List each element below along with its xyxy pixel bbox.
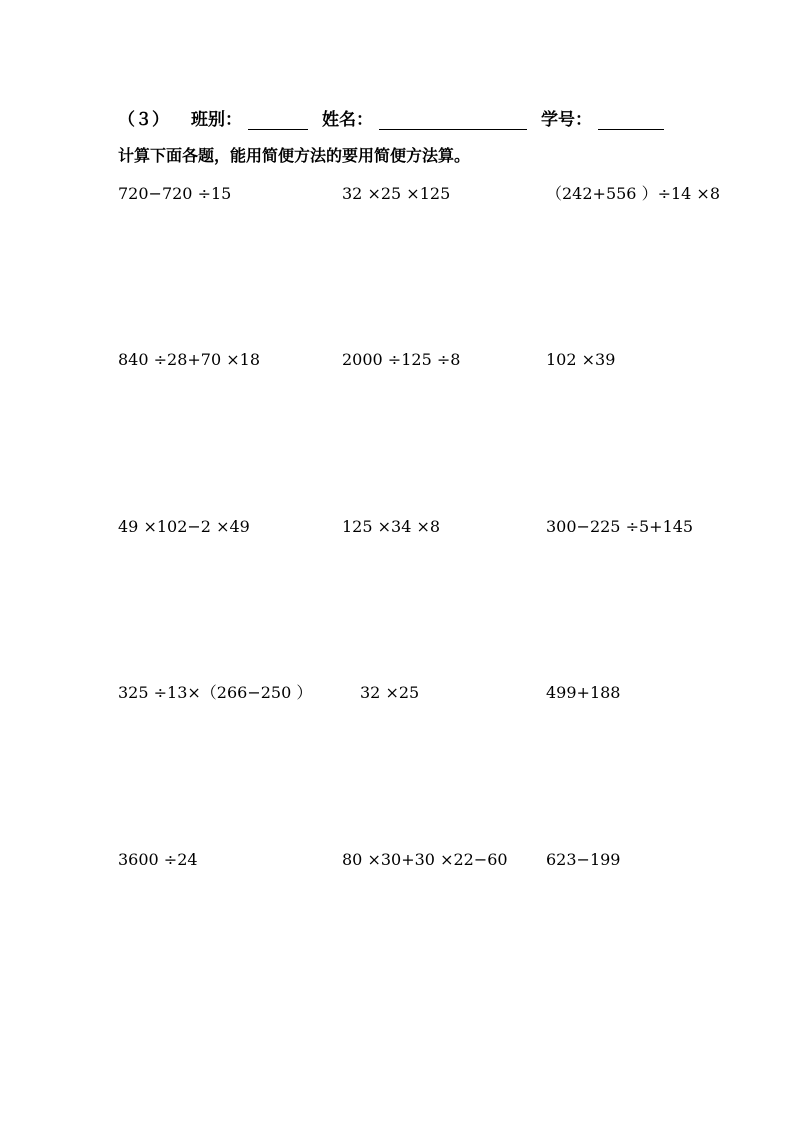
problem-1-3: （242+556 ）÷14 ×8: [546, 184, 721, 203]
name-label: 姓名：: [322, 110, 373, 130]
problem-4-1: 325 ÷13×（266−250 ）: [118, 683, 313, 702]
problem-1-2: 32 ×25 ×125: [342, 184, 451, 203]
name-blank-line: [379, 111, 527, 130]
problem-5-1: 3600 ÷24: [118, 850, 198, 869]
problem-4-3: 499+188: [546, 683, 621, 702]
worksheet-header: [118, 104, 664, 130]
problem-3-3: 300−225 ÷5+145: [546, 517, 694, 536]
instruction-text: 计算下面各题，能用简便方法的要用简便方法算。: [118, 146, 471, 165]
class-label: 班别：: [191, 110, 242, 130]
exercise-number: （３）: [118, 110, 169, 130]
problem-4-2: 32 ×25: [360, 683, 420, 702]
problem-3-2: 125 ×34 ×8: [342, 517, 441, 536]
problem-5-3: 623−199: [546, 850, 621, 869]
class-blank-line: [248, 111, 308, 130]
problem-2-3: 102 ×39: [546, 350, 616, 369]
student-id-label: 学号：: [541, 110, 592, 130]
problem-2-1: 840 ÷28+70 ×18: [118, 350, 261, 369]
problem-2-2: 2000 ÷125 ÷8: [342, 350, 461, 369]
problem-1-1: 720−720 ÷15: [118, 184, 232, 203]
problem-5-2: 80 ×30+30 ×22−60: [342, 850, 508, 869]
student-id-blank-line: [598, 111, 664, 130]
problem-3-1: 49 ×102−2 ×49: [118, 517, 250, 536]
